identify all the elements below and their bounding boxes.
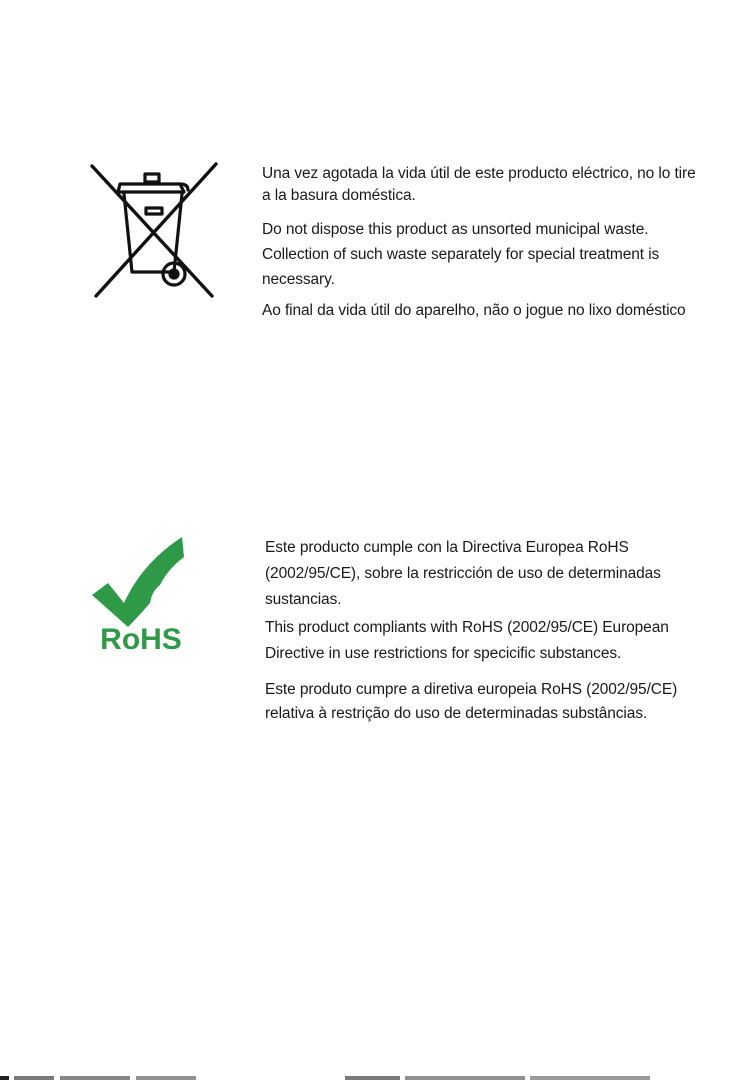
rohs-compliance-notice	[265, 535, 705, 726]
rohs-text-english: This product compliants with RoHS (2002/95/CE) European Directive in use restrictions for specicific substances.	[265, 619, 669, 663]
rohs-text-portuguese: Este produto cumpre a diretiva europeia RoHS (2002/95/CE) relativa à restrição do uso de determinadas substâncias.	[265, 680, 678, 722]
weee-text-english: Do not dispose this product as unsorted municipal waste. Collection of such waste separately for special treatment is necessary.	[262, 221, 660, 289]
rohs-checkmark-icon	[90, 535, 192, 655]
crossed-out-wheelie-bin-icon	[88, 160, 220, 300]
cut-off-footer-strip	[0, 1074, 737, 1080]
weee-text-spanish: Una vez agotada la vida útil de este producto eléctrico, no lo tire a la basura doméstica.	[262, 165, 696, 204]
rohs-text-spanish: Este producto cumple con la Directiva Europea RoHS (2002/95/CE), sobre la restricción de uso de determinadas sustancias.	[265, 539, 661, 609]
rohs-logo-text: RoHS	[100, 623, 182, 655]
weee-text-portuguese: Ao final da vida útil do aparelho, não o jogue no lixo doméstico	[262, 302, 686, 320]
weee-disposal-notice	[262, 163, 702, 322]
